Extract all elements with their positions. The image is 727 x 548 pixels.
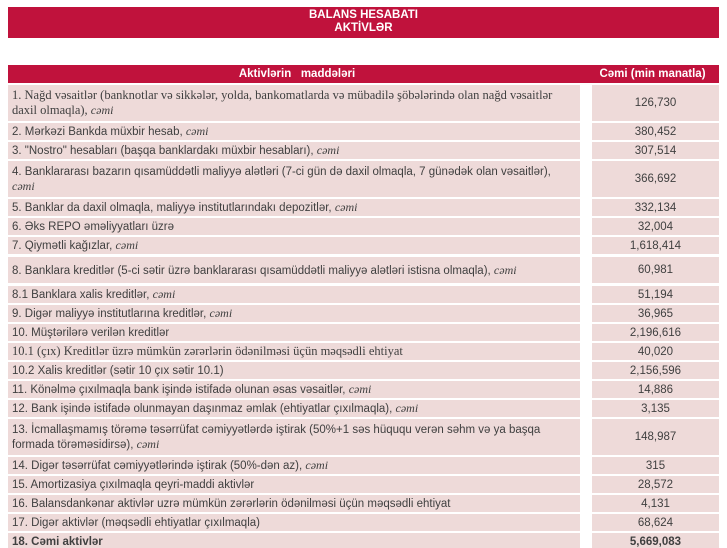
row-value-cell xyxy=(592,286,719,303)
row-value: 2,156,596 xyxy=(629,364,682,377)
table-row xyxy=(8,533,719,548)
row-value-cell xyxy=(592,457,719,474)
row-label: 17. Digər aktivlər (məqsədli ehtiyatlar çıxılmaqla) xyxy=(12,517,260,529)
row-label-wrap xyxy=(12,88,574,118)
row-label: 10.2 Xalis kreditlər (sətir 10 çıx sətir 10.1) xyxy=(12,365,224,377)
table-row xyxy=(8,514,719,531)
row-label-cell xyxy=(8,305,580,322)
row-value: 315 xyxy=(645,459,666,472)
assets-table xyxy=(8,65,719,548)
row-value: 380,452 xyxy=(634,125,677,138)
row-label: 9. Digər maliyyə institutlarına kreditlər, xyxy=(12,308,210,320)
row-label-cell xyxy=(8,381,580,398)
row-label-cell xyxy=(8,286,580,303)
table-header-row xyxy=(8,65,719,83)
row-label-wrap xyxy=(12,382,371,397)
row-value: 32,004 xyxy=(637,220,674,233)
row-label-wrap xyxy=(12,165,574,194)
row-value-cell xyxy=(592,199,719,216)
row-label-wrap xyxy=(12,219,174,234)
row-label: 16. Balansdankənar aktivlər uzrə mümkün zərərlərin ödənilməsi üçün məqsədli ehtiyat xyxy=(12,498,451,510)
row-label-wrap xyxy=(12,401,418,416)
row-label-cell xyxy=(8,123,580,140)
report-title-line1: BALANS HESABATI xyxy=(308,9,419,21)
row-label: 14. Digər təsərrüfat cəmiyyətlərində iştirak (50%-dən az), xyxy=(12,460,306,472)
row-label-cell xyxy=(8,324,580,341)
row-label-wrap xyxy=(12,238,138,253)
row-label: 11. Könəlmə çıxılmaqla bank işində istifadə olunan əsas vəsaitlər, xyxy=(12,384,349,396)
row-label-italic: cəmi xyxy=(395,401,419,415)
row-label-cell xyxy=(8,257,580,283)
row-label: 3. "Nostro" hesabları (başqa banklardakı müxbir hesabları), xyxy=(12,145,317,157)
row-label-wrap xyxy=(12,263,517,278)
row-label-italic: cəmi xyxy=(209,306,233,320)
row-label-wrap xyxy=(12,534,103,548)
row-value-cell xyxy=(592,419,719,455)
table-row xyxy=(8,218,719,235)
table-row xyxy=(8,237,719,254)
row-value-cell xyxy=(592,533,719,548)
row-label-italic: cəmi xyxy=(316,143,340,157)
row-label-cell xyxy=(8,142,580,159)
banner-gap xyxy=(8,38,719,65)
row-value-cell xyxy=(592,305,719,322)
row-value-cell xyxy=(592,161,719,197)
row-value-cell xyxy=(592,381,719,398)
row-label: 1. Nağd vəsaitlər (banknotlar və sikkələr, yolda, bankomatlarda və mübadilə şöbələrində olan nağd vəsaitlər daxil olmaqla), xyxy=(12,88,553,117)
row-label-italic: cəmi xyxy=(115,238,139,252)
row-label-cell xyxy=(8,457,580,474)
row-value: 5,669,083 xyxy=(629,535,682,548)
table-row xyxy=(8,257,719,283)
row-label-wrap xyxy=(12,325,169,340)
row-value: 40,020 xyxy=(637,345,674,358)
row-label-cell xyxy=(8,237,580,254)
row-label: 5. Banklar da daxil olmaqla, maliyyə institutlarındakı depozitlər, xyxy=(12,202,335,214)
row-label-wrap xyxy=(12,363,224,378)
row-label-cell xyxy=(8,343,580,360)
row-label: 10. Müştərilərə verilən kreditlər xyxy=(12,327,170,339)
row-label-cell xyxy=(8,476,580,493)
row-value-cell xyxy=(592,324,719,341)
row-label: 4. Banklararası bazarın qısamüddətli maliyyə alətləri (7-ci gün də daxil olmaqla, 7 günədək olan vəsaitlər), xyxy=(12,165,551,178)
table-row xyxy=(8,362,719,379)
row-value: 68,624 xyxy=(637,516,674,529)
row-label-cell xyxy=(8,533,580,548)
report-title-line2: AKTİVLƏR xyxy=(334,22,393,34)
row-label-wrap xyxy=(12,200,357,215)
row-value-cell xyxy=(592,362,719,379)
row-label-italic: cəmi xyxy=(493,262,517,277)
table-row xyxy=(8,324,719,341)
report-title-banner xyxy=(8,7,719,38)
row-value: 51,194 xyxy=(637,288,674,301)
row-label-italic: cəmi xyxy=(185,124,209,138)
row-value: 307,514 xyxy=(634,144,677,157)
row-value-cell xyxy=(592,142,719,159)
row-label-wrap xyxy=(12,423,574,452)
table-body xyxy=(8,85,719,548)
table-row xyxy=(8,142,719,159)
row-value: 3,135 xyxy=(641,402,670,415)
row-label: 10.1 (çıx) Kreditlər üzrə mümkün zərərlərin ödənilməsi üçün məqsədli ehtiyat xyxy=(12,344,403,358)
row-label-wrap xyxy=(12,477,254,492)
row-label-italic: cəmi xyxy=(152,287,176,301)
row-label-cell xyxy=(8,161,580,197)
row-label-italic: cəmi xyxy=(90,103,114,117)
row-label-italic: cəmi xyxy=(136,436,160,451)
row-label-wrap xyxy=(12,496,451,511)
row-value: 148,987 xyxy=(634,431,677,443)
row-label-italic: cəmi xyxy=(348,382,372,396)
row-value-cell xyxy=(592,123,719,140)
row-label-wrap xyxy=(12,124,209,139)
table-row xyxy=(8,419,719,455)
row-label-cell xyxy=(8,199,580,216)
row-value-cell xyxy=(592,400,719,417)
row-label-cell xyxy=(8,495,580,512)
row-label-cell xyxy=(8,419,580,455)
row-label: 8.1 Banklara xalis kreditlər, xyxy=(12,289,153,301)
row-value: 60,981 xyxy=(637,264,674,276)
row-label-wrap xyxy=(12,458,328,473)
row-value: 366,692 xyxy=(634,173,677,185)
table-row xyxy=(8,343,719,360)
row-label-wrap xyxy=(12,306,232,321)
table-row xyxy=(8,400,719,417)
row-label: 18. Cəmi aktivlər xyxy=(12,536,103,548)
row-label-italic: cəmi xyxy=(334,200,358,214)
table-row xyxy=(8,495,719,512)
row-value-cell xyxy=(592,495,719,512)
row-value: 14,886 xyxy=(637,383,674,396)
table-row xyxy=(8,85,719,121)
row-label: 6. Əks REPO əməliyyatları üzrə xyxy=(12,221,175,233)
table-row xyxy=(8,457,719,474)
row-label: 8. Banklara kreditlər (5-ci sətir üzrə banklararası qısamüddətli maliyyə alətləri istisna olmaqla), xyxy=(12,264,494,277)
row-label-cell xyxy=(8,514,580,531)
row-value: 1,618,414 xyxy=(629,239,682,252)
row-label: 13. İcmallaşmamış törəmə təsərrüfat cəmiyyətlərdə iştirak (50%+1 səs hüququ verən səhm və ya başqa formada törəməsidirsə), xyxy=(12,423,541,451)
table-row xyxy=(8,305,719,322)
row-label-cell xyxy=(8,400,580,417)
row-label: 7. Qiymətli kağızlar, xyxy=(12,240,116,252)
table-row xyxy=(8,199,719,216)
row-label-cell xyxy=(8,362,580,379)
table-row xyxy=(8,161,719,197)
row-label: 12. Bank işində istifadə olunmayan daşınmaz əmlak (ehtiyatlar çıxılmaqla), xyxy=(12,403,396,415)
row-value-cell xyxy=(592,476,719,493)
table-row xyxy=(8,381,719,398)
row-value-cell xyxy=(592,343,719,360)
row-label-cell xyxy=(8,85,580,121)
header-total-label: Cəmi (min manatla) xyxy=(599,68,706,80)
row-label-wrap xyxy=(12,515,260,530)
row-label-wrap xyxy=(12,344,403,359)
row-label-cell xyxy=(8,218,580,235)
table-row xyxy=(8,286,719,303)
row-label-wrap xyxy=(12,143,339,158)
row-value: 28,572 xyxy=(637,478,674,491)
row-value: 126,730 xyxy=(634,97,677,109)
row-label: 15. Amortizasiya çıxılmaqla qeyri-maddi aktivlər xyxy=(12,479,255,491)
row-label-italic: cəmi xyxy=(305,458,329,472)
table-row xyxy=(8,123,719,140)
row-value: 332,134 xyxy=(634,201,677,214)
row-label-wrap xyxy=(12,287,175,302)
row-value: 36,965 xyxy=(637,307,674,320)
table-row xyxy=(8,476,719,493)
row-label: 2. Mərkəzi Bankda müxbir hesab, xyxy=(12,126,186,138)
row-value-cell xyxy=(592,257,719,283)
row-value: 2,196,616 xyxy=(629,326,682,339)
row-value-cell xyxy=(592,218,719,235)
header-items-label: Aktivlərin maddələri xyxy=(238,68,356,80)
row-value-cell xyxy=(592,514,719,531)
row-value: 4,131 xyxy=(641,497,670,510)
row-label-italic: cəmi xyxy=(12,178,35,193)
row-value-cell xyxy=(592,85,719,121)
row-value-cell xyxy=(592,237,719,254)
